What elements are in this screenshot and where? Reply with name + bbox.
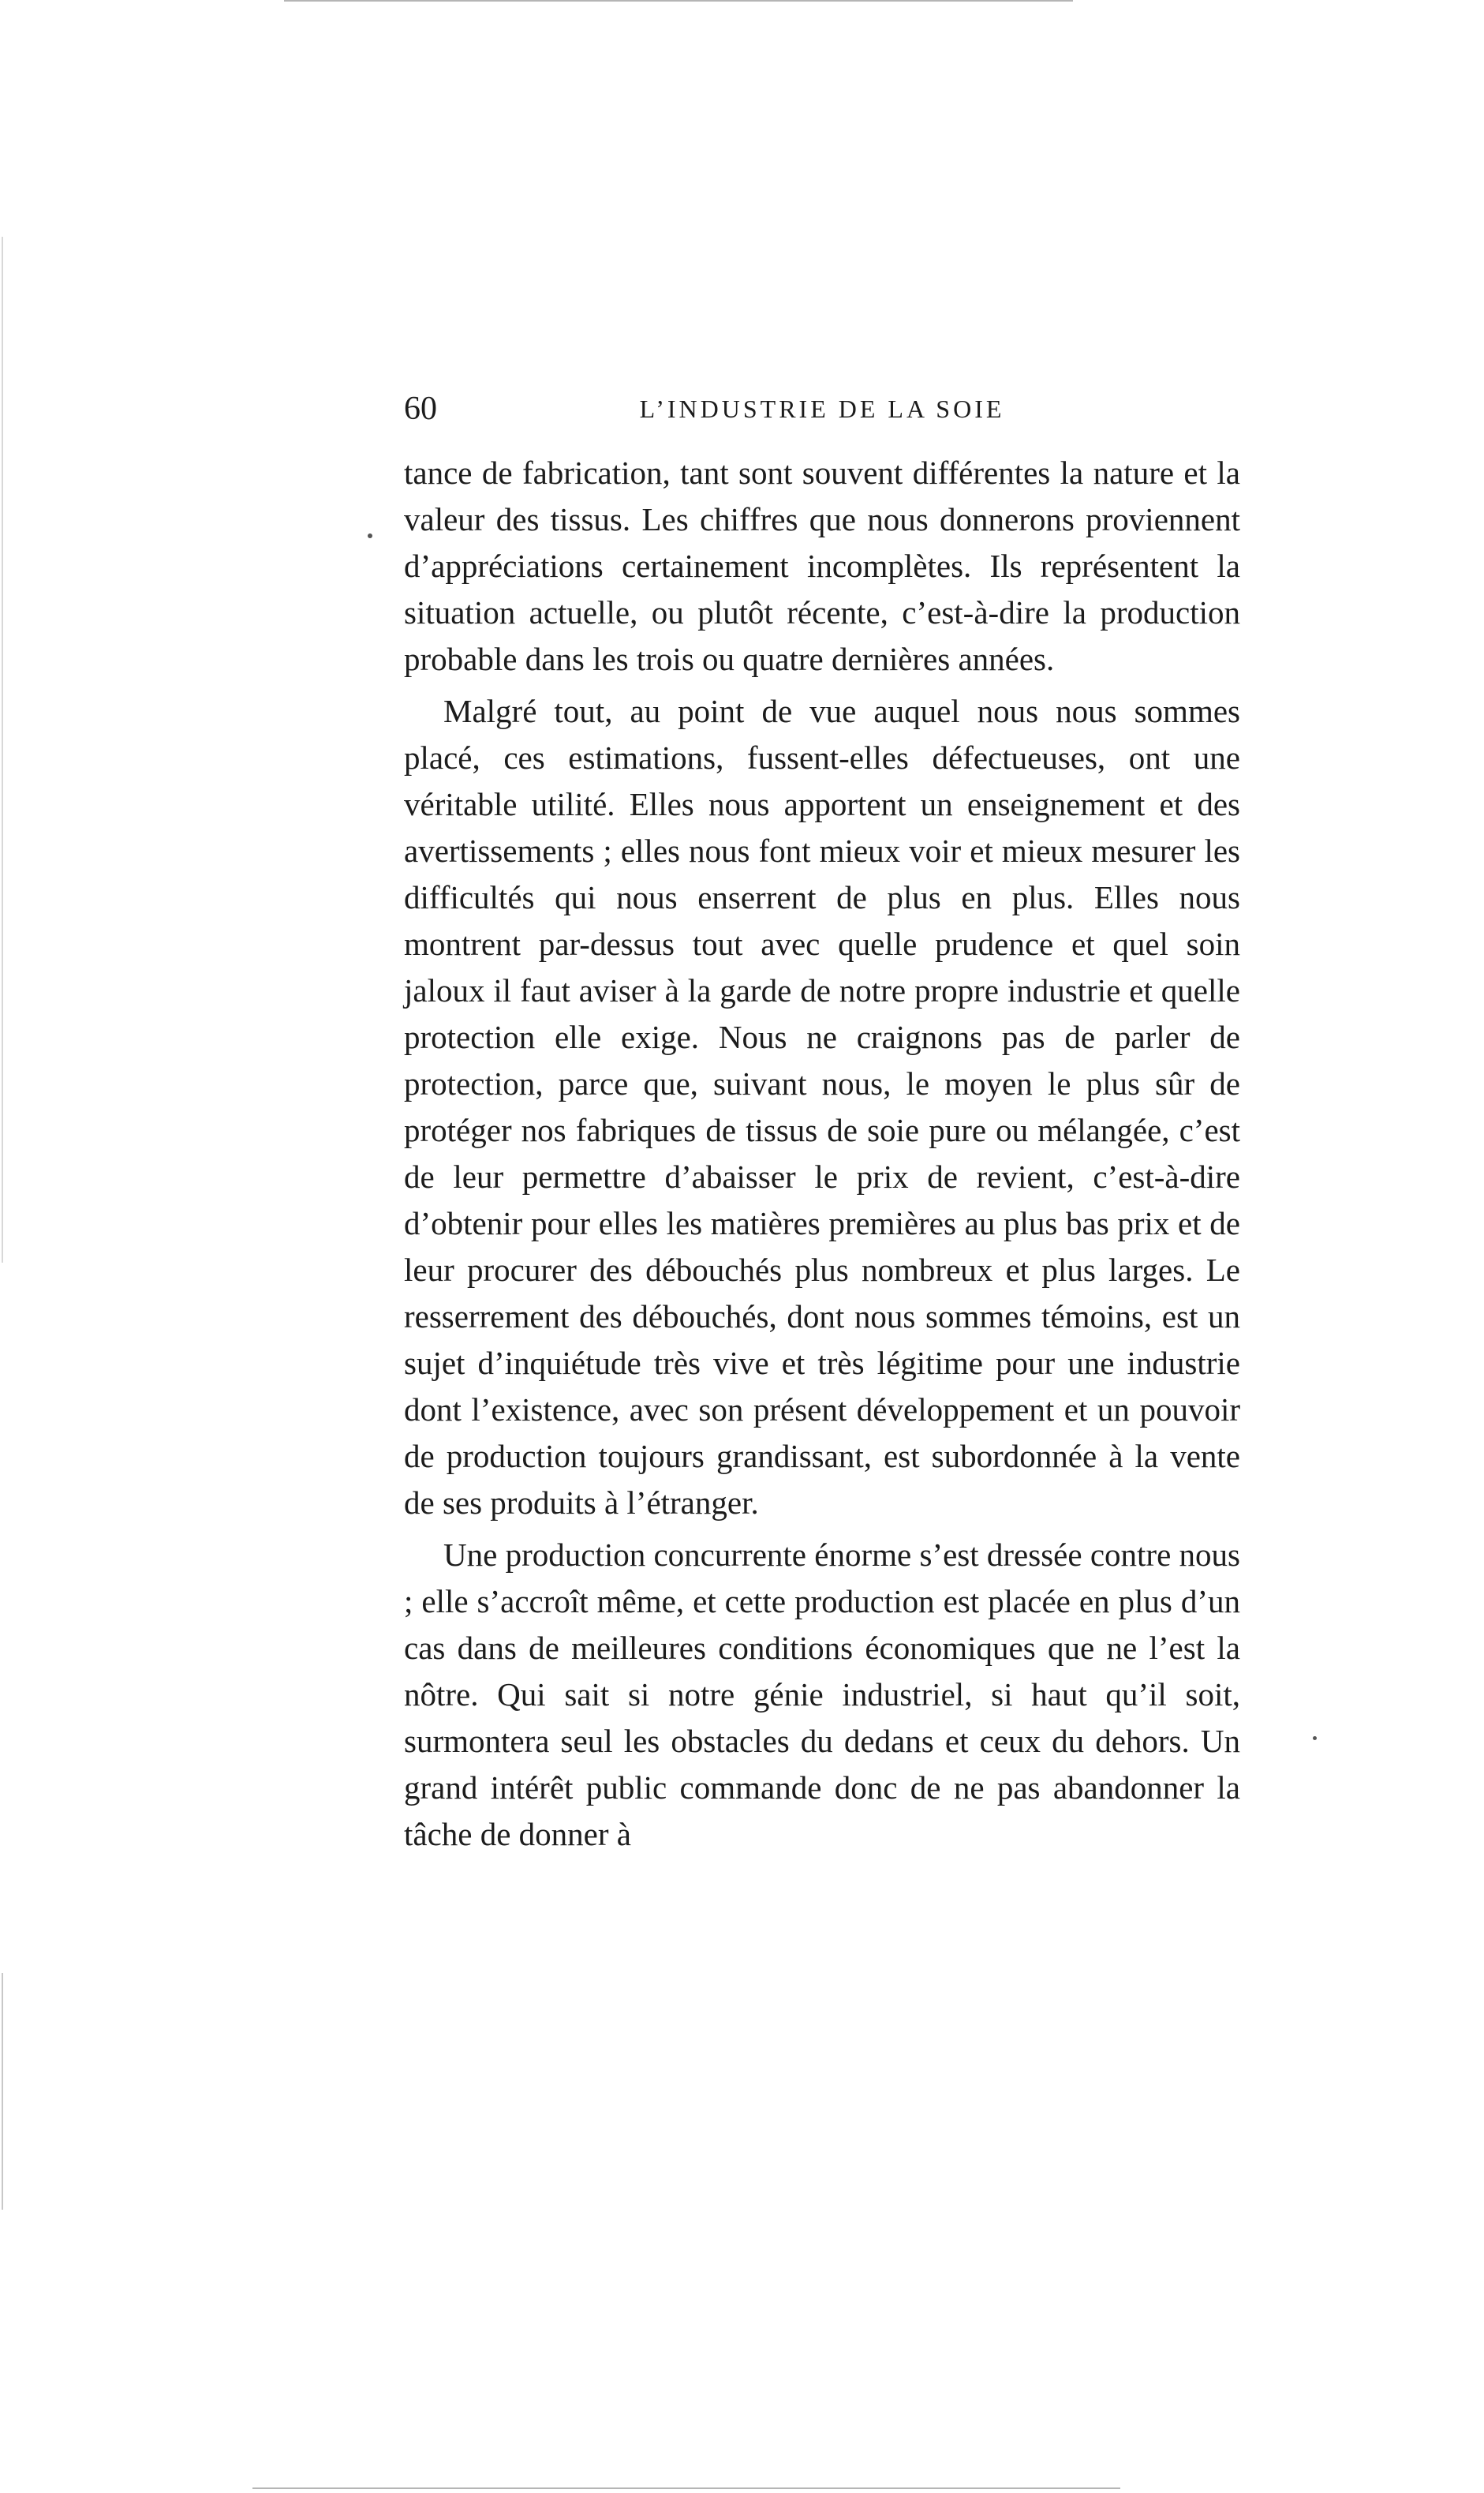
paragraph-2: Malgré tout, au point de vue auquel nous nous sommes placé, ces estimations, fussent-elles défectueuses, ont une véritable utilité. Elles nous apportent un enseignement et des avertissements ; elles nous font mieux voir et mieux mesurer les difficultés qui nous enserrent de plus en plus. Elles nous montrent par-dessus tout avec quelle prudence et quel soin jaloux il faut aviser à la garde de notre propre industrie et quelle protection elle exige. Nous ne craignons pas de parler de protection, parce que, suivant nous, le moyen le plus sûr de protéger nos fabriques de tissus de soie pure ou mélangée, c’est de leur permettre d’abaisser le prix de revient, c’est-à-dire d’obtenir pour elles les matières premières au plus bas prix et de leur procurer des débouchés plus nombreux et plus larges. Le resserrement des débouchés, dont nous sommes témoins, est un sujet d’inquiétude très vive et très légitime pour une industrie dont l’existence, avec son présent développement et un pouvoir de production toujours grandissant, est subordonnée à la vente de ses produits à l’étranger. — [404, 693, 1240, 1521]
page-number: 60 — [404, 391, 437, 427]
margin-dot-left — [368, 533, 372, 538]
running-title: L’INDUSTRIE DE LA SOIE — [639, 395, 1005, 423]
paragraph-3: Une production concurrente énorme s’est dressée contre nous ; elle s’accroît même, et cette production est placée en plus d’un cas dans de meilleures conditions économiques que ne l’est la nôtre. Qui sait si notre génie industriel, si haut qu’il soit, surmontera seul les obstacles du dedans et ceux du dehors. Un grand intérêt public commande donc de ne pas abandonner la tâche de donner à — [404, 1537, 1240, 1852]
paragraph-1: tance de fabrication, tant sont souvent différentes la nature et la valeur des tissus. Les chiffres que nous donnerons proviennent d’appréciations certainement incomplètes. Ils représentent la situation actuelle, ou plutôt récente, c’est-à-dire la production probable dans les trois ou quatre dernières années. — [404, 455, 1240, 677]
scan-artifact-top — [284, 0, 1073, 2]
margin-dot-right — [1313, 1736, 1317, 1740]
scan-artifact-left-edge — [2, 237, 3, 1263]
scan-artifact-bottom — [252, 2487, 1120, 2489]
running-head — [404, 385, 1240, 432]
body-text — [404, 450, 1240, 1858]
scan-artifact-left-edge-lower — [2, 1973, 3, 2210]
